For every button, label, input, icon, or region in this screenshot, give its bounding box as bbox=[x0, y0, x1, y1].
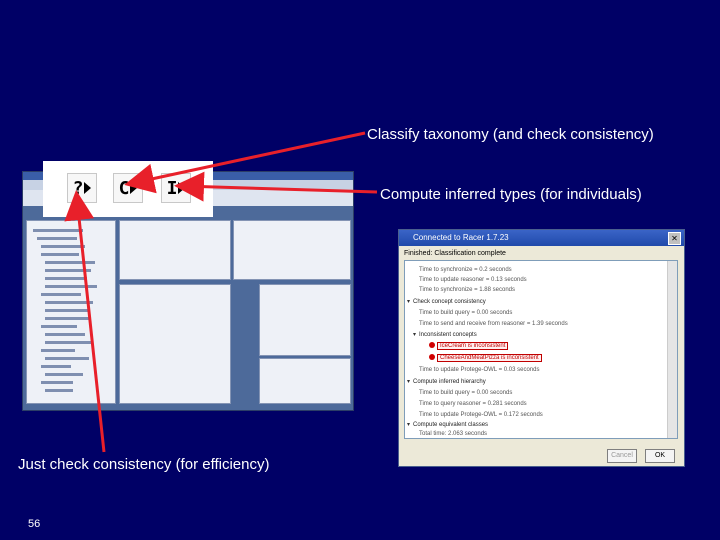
expand-icon: ▾ bbox=[407, 422, 411, 428]
tree-row: Time to build query = 0.00 seconds bbox=[419, 390, 513, 396]
caption-classify-taxonomy: Classify taxonomy (and check consistency) bbox=[367, 126, 654, 143]
tree-row[interactable]: ▾ Check concept consistency bbox=[407, 299, 486, 305]
dialog-title: Connected to Racer 1.7.23 bbox=[413, 233, 509, 242]
dialog-status: Finished: Classification complete bbox=[404, 250, 506, 257]
ok-button[interactable]: OK bbox=[645, 449, 675, 463]
arrow-compute bbox=[183, 186, 377, 192]
cancel-button[interactable]: Cancel bbox=[607, 449, 637, 463]
check-consistency-icon: ? bbox=[72, 177, 84, 199]
tree-row: Time to synchronize = 0.2 seconds bbox=[419, 267, 512, 273]
expand-icon: ▾ bbox=[413, 332, 417, 338]
tree-row: Time to send and receive from reasoner = 1.39 seconds bbox=[419, 321, 568, 327]
expand-icon: ▾ bbox=[407, 379, 411, 385]
inconsistent-concept-row[interactable]: CheeseAndMeatPizza is inconsistent bbox=[429, 353, 542, 363]
caption-compute-inferred-types: Compute inferred types (for individuals) bbox=[380, 186, 642, 203]
compute-inferred-types-icon: I bbox=[166, 177, 178, 199]
close-icon[interactable]: ✕ bbox=[668, 232, 681, 245]
tree-row[interactable]: ▾ Compute inferred hierarchy bbox=[407, 379, 486, 385]
tree-row: Time to update reasoner = 0.13 seconds bbox=[419, 277, 527, 283]
tree-row: Time to update Protege-OWL = 0.172 seconds bbox=[419, 412, 543, 418]
tree-row[interactable]: ▾ Inconsistent concepts bbox=[413, 332, 477, 338]
slide-number: 56 bbox=[28, 518, 41, 530]
classify-taxonomy-icon: C bbox=[118, 177, 130, 199]
tree-row: Time to build query = 0.00 seconds bbox=[419, 310, 513, 316]
expand-icon: ▾ bbox=[407, 299, 411, 305]
arrow-classify bbox=[133, 133, 365, 183]
caption-just-check-consistency: Just check consistency (for efficiency) bbox=[18, 456, 270, 473]
tree-row: Total time: 2.063 seconds bbox=[419, 431, 488, 437]
tree-row[interactable]: ▾ Compute equivalent classes bbox=[407, 422, 489, 428]
arrow-just-check bbox=[77, 199, 104, 452]
tree-row: Time to update Protege-OWL = 0.03 seconds bbox=[419, 367, 540, 373]
inconsistent-concept-row[interactable]: IceCream is inconsistent bbox=[429, 341, 508, 351]
tree-row: Time to query reasoner = 0.281 seconds bbox=[419, 401, 527, 407]
tree-row: Time to synchronize = 1.88 seconds bbox=[419, 287, 515, 293]
